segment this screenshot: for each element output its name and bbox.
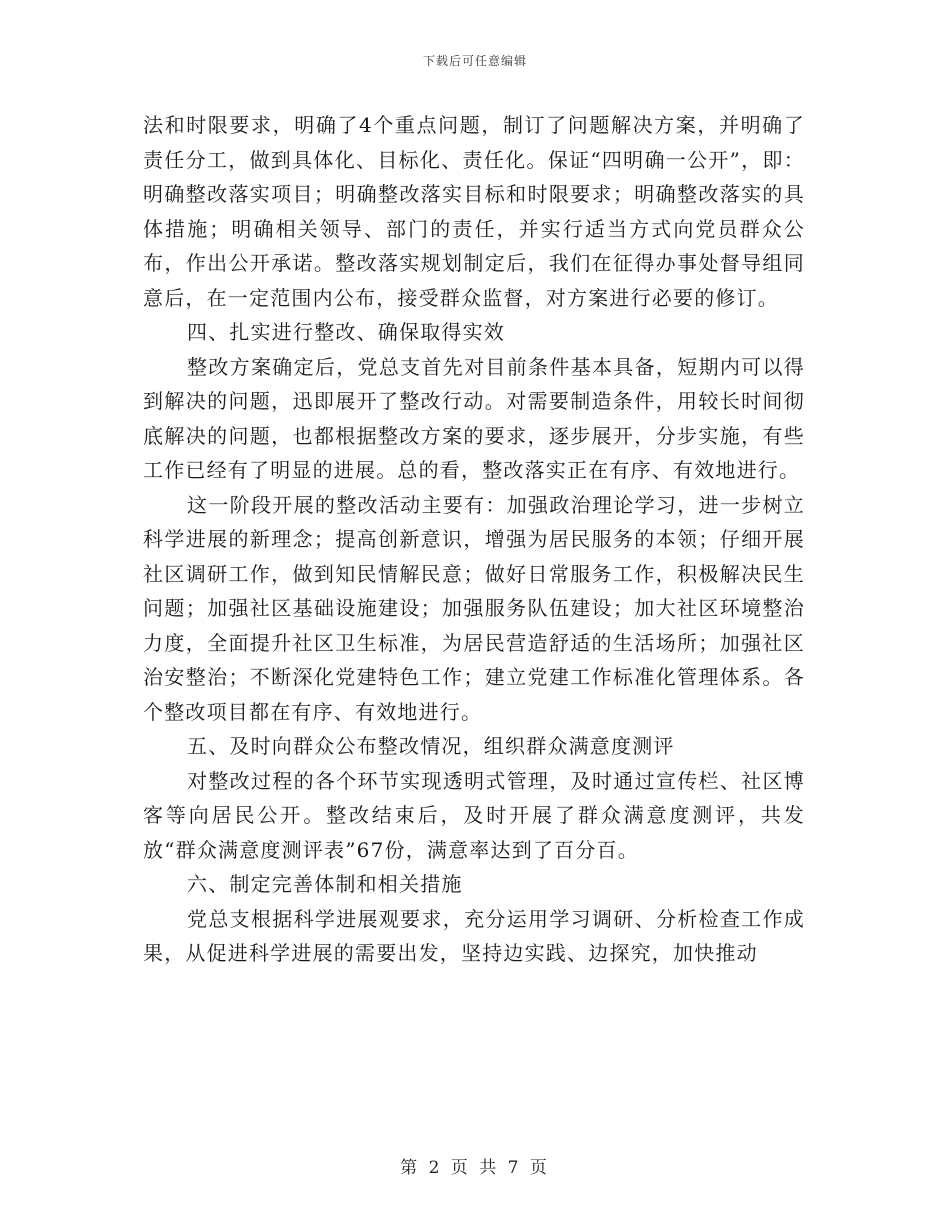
document-body: [143, 108, 805, 971]
paragraph-public-disclosure: 对整改过程的各个环节实现透明式管理，及时通过宣传栏、社区博客等向居民公开。整改结束后，及时开展了群众满意度测评，共发放“群众满意度测评表”67份，满意率达到了百分百。: [143, 768, 805, 862]
page-header: 下载后可任意编辑: [422, 54, 527, 68]
page-footer-page-number: 第 2 页 共 7 页: [400, 1158, 550, 1178]
paragraph-rectification-activities: 这一阶段开展的整改活动主要有：加强政治理论学习，进一步树立科学进展的新理念；提高创新意识，增强为居民服务的本领；仔细开展社区调研工作，做到知民情解民意；做好日常服务工作，积极解决民生问题；加强社区基础设施建设；加强服务队伍建设；加大社区环境整治力度，全面提升社区卫生标准，为居民营造舒适的生活场所；加强社区治安整治；不断深化党建特色工作；建立党建工作标准化管理体系。各个整改项目都在有序、有效地进行。: [143, 492, 805, 724]
paragraph-continuation: 法和时限要求，明确了4个重点问题，制订了问题解决方案，并明确了责任分工，做到具体化、目标化、责任化。保证“四明确一公开”，即：明确整改落实项目；明确整改落实目标和时限要求；明确整改落实的具体措施；明确相关领导、部门的责任，并实行适当方式向党员群众公布，作出公开承诺。整改落实规划制定后，我们在征得办事处督导组同意后，在一定范围内公布，接受群众监督，对方案进行必要的修订。: [143, 113, 805, 310]
section-heading-5: 五、及时向群众公布整改情况，组织群众满意度测评: [187, 734, 675, 758]
section-heading-6: 六、制定完善体制和相关措施: [187, 872, 463, 896]
paragraph-system-measures: 党总支根据科学进展观要求，充分运用学习调研、分析检查工作成果，从促进科学进展的需要出发，坚持边实践、边探究，加快推动: [143, 906, 805, 965]
paragraph-rectification-actions: 整改方案确定后，党总支首先对目前条件基本具备，短期内可以得到解决的问题，迅即展开了整改行动。对需要制造条件，用较长时间彻底解决的问题，也都根据整改方案的要求，逐步展开，分步实施，有些工作已经有了明显的进展。总的看，整改落实正在有序、有效地进行。: [143, 354, 805, 482]
section-heading-4: 四、扎实进行整改、确保取得实效: [187, 320, 505, 344]
